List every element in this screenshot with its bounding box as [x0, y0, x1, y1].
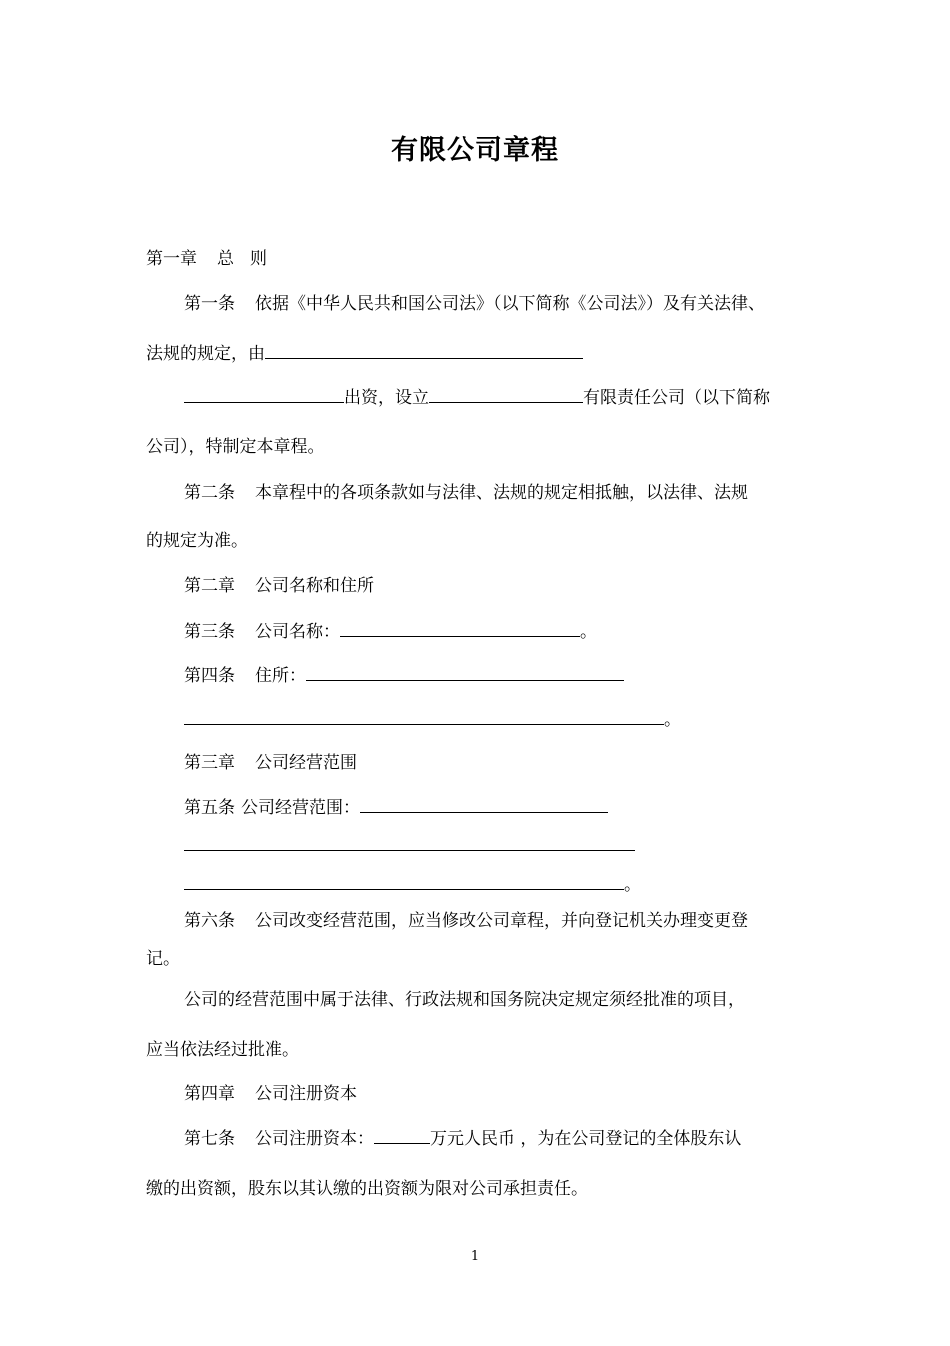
article-4-line-1: [184, 664, 624, 687]
article-1-line-4: [146, 436, 325, 458]
chapter-number: 第一章: [146, 249, 197, 269]
fill-in-blank: [360, 796, 608, 813]
article-2-line-1: [184, 482, 748, 504]
article-7-line-2: [146, 1178, 588, 1200]
article-text: 万元人民币 ，为在公司登记的全体股东认: [430, 1129, 742, 1149]
article-6-line-2: [146, 948, 180, 970]
article-text: 记。: [146, 949, 180, 969]
chapter-name: 公司经营范围: [255, 753, 357, 773]
article-text: 住所：: [255, 666, 306, 686]
chapter-1-heading: [146, 248, 267, 270]
chapter-4-heading: [184, 1083, 357, 1105]
article-label: 第三条: [184, 622, 235, 642]
article-text: 公司的经营范围中属于法律、行政法规和国务院决定规定须经批准的项目，: [184, 990, 745, 1010]
chapter-name: 公司名称和住所: [255, 576, 374, 596]
article-6-para-2-line-2: [146, 1039, 299, 1061]
article-text: 法规的规定，由: [146, 344, 265, 364]
article-6-para-2-line-1: [184, 989, 745, 1011]
article-text: 公司改变经营范围，应当修改公司章程，并向登记机关办理变更登: [255, 911, 748, 931]
fill-in-blank: [374, 1127, 430, 1144]
article-text: 的规定为准。: [146, 531, 248, 551]
article-1-line-3: [184, 386, 770, 409]
chapter-name: 公司注册资本: [255, 1084, 357, 1104]
article-2-line-2: [146, 530, 248, 552]
page-number: 1: [470, 1249, 480, 1264]
fill-in-blank: [429, 386, 583, 403]
fill-in-blank: [184, 834, 635, 851]
fill-in-blank: [184, 873, 624, 890]
chapter-3-heading: [184, 752, 357, 774]
article-label: 第四条: [184, 666, 235, 686]
article-5-line-3: [184, 873, 641, 896]
chapter-number: 第三章: [184, 753, 235, 773]
article-end: 。: [624, 875, 641, 895]
chapter-number: 第二章: [184, 576, 235, 596]
article-end: 。: [580, 622, 597, 642]
chapter-name-part: 总: [217, 249, 234, 269]
article-5-line-2: [184, 834, 635, 857]
article-text: 公司名称：: [255, 622, 340, 642]
article-label: 第七条: [184, 1129, 235, 1149]
fill-in-blank: [184, 708, 664, 725]
fill-in-blank: [306, 664, 624, 681]
article-text: 本章程中的各项条款如与法律、法规的规定相抵触，以法律、法规: [255, 483, 748, 503]
article-1-line-1: [184, 293, 765, 315]
article-text: 缴的出资额，股东以其认缴的出资额为限对公司承担责任。: [146, 1179, 588, 1199]
article-text: 公司），特制定本章程。: [146, 437, 325, 457]
article-text: 有限责任公司（以下简称: [583, 388, 770, 408]
chapter-number: 第四章: [184, 1084, 235, 1104]
article-3: [184, 620, 597, 643]
fill-in-blank: [265, 342, 583, 359]
article-label: 第六条: [184, 911, 235, 931]
document-title: 有限公司章程: [391, 135, 559, 166]
article-text: 出资，设立: [344, 388, 429, 408]
article-6-line-1: [184, 910, 748, 932]
chapter-name-part: 则: [250, 249, 267, 269]
fill-in-blank: [184, 386, 344, 403]
article-4-line-2: [184, 708, 681, 731]
article-1-line-2: [146, 342, 583, 365]
article-text: 依据《中华人民共和国公司法》（以下简称《公司法》）及有关法律、: [255, 294, 765, 314]
article-text: 公司经营范围：: [241, 798, 360, 818]
article-5-line-1: [184, 796, 608, 819]
article-label: 第五条: [184, 798, 235, 818]
article-label: 第一条: [184, 294, 235, 314]
article-label: 第二条: [184, 483, 235, 503]
article-end: 。: [664, 710, 681, 730]
article-7-line-1: [184, 1127, 741, 1150]
article-text: 应当依法经过批准。: [146, 1040, 299, 1060]
article-text: 公司注册资本：: [255, 1129, 374, 1149]
chapter-2-heading: [184, 575, 374, 597]
fill-in-blank: [340, 620, 580, 637]
